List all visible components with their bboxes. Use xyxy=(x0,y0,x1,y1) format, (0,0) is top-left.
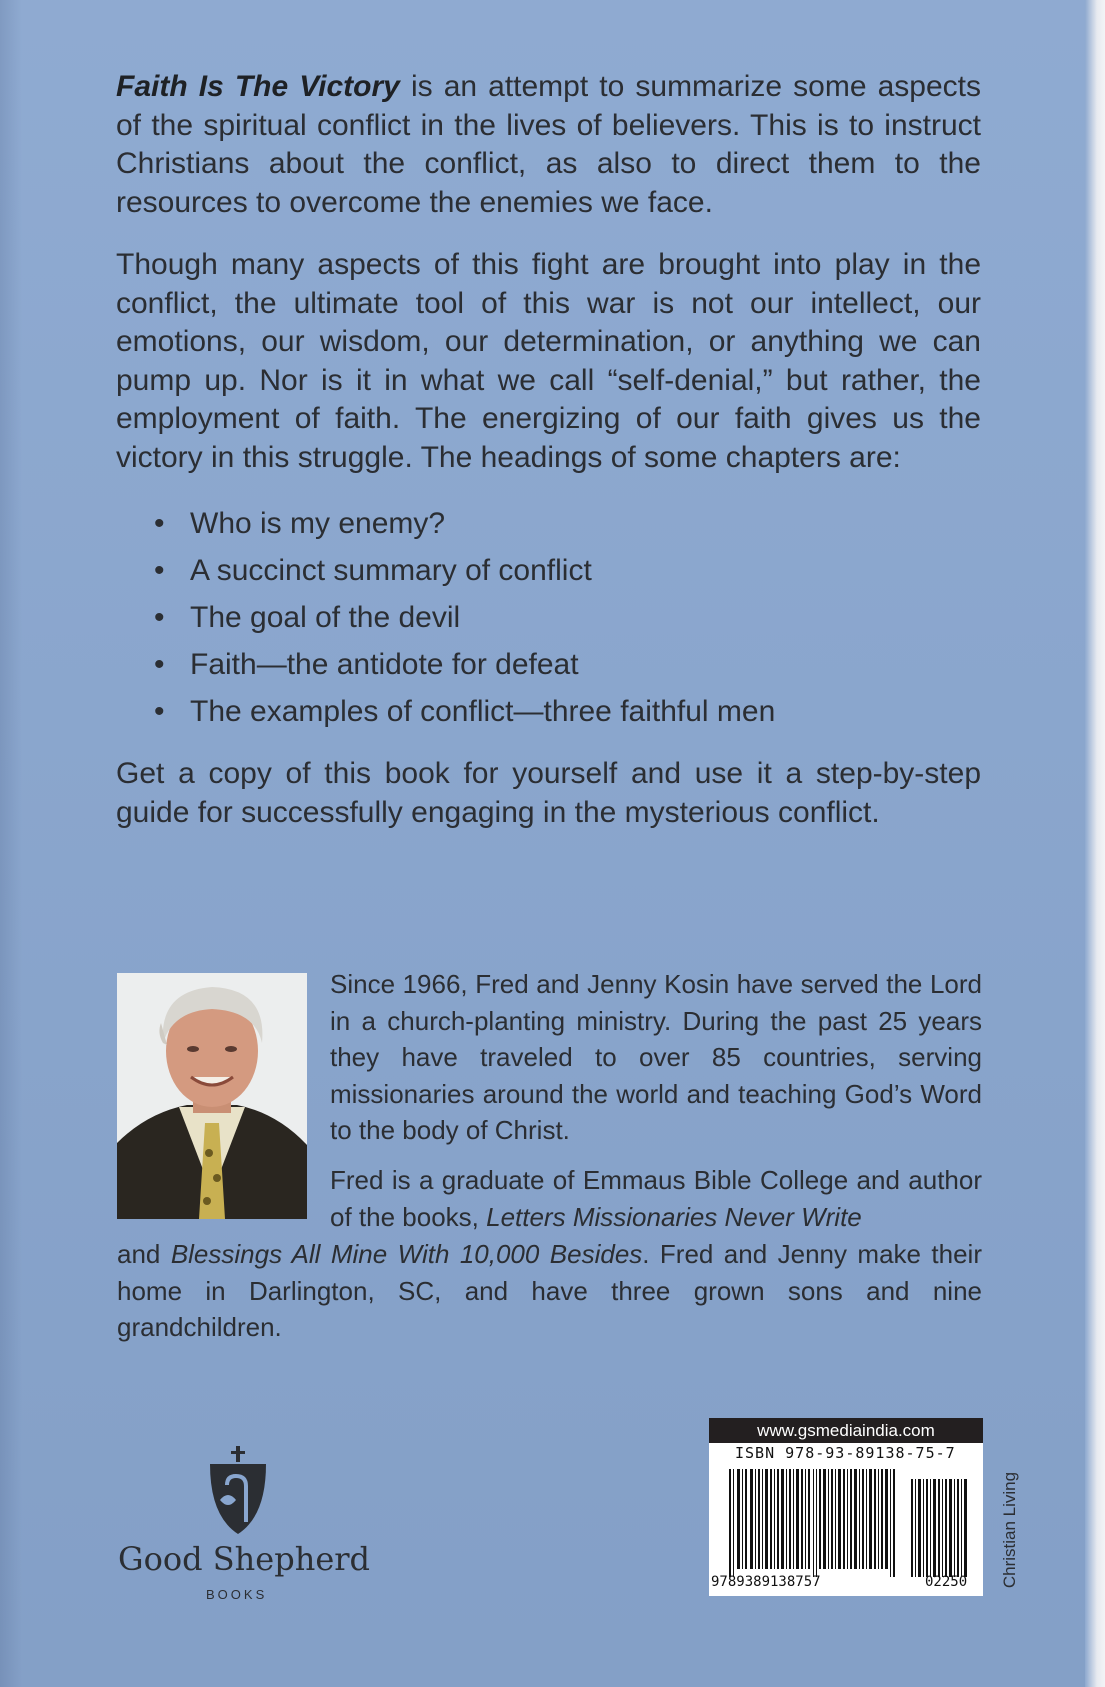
list-item: • Faith—the antidote for defeat xyxy=(150,646,775,693)
isbn-number: ISBN 978-93-89138-75-7 xyxy=(735,1444,956,1462)
author-bio-paragraph-3: and Blessings All Mine With 10,000 Besides. Fred and Jenny make their home in Darlington, SC, and have three grown sons and nine grandchildren. xyxy=(117,1239,982,1342)
publisher-sub: BOOKS xyxy=(206,1587,268,1602)
bullet-icon: • xyxy=(154,601,165,634)
bullet-icon: • xyxy=(154,695,165,728)
list-item: • The goal of the devil xyxy=(150,599,775,646)
call-to-action: Get a copy of this book for yourself and use it a step-by-step guide for successfully engaging in the mysterious conflict. xyxy=(116,757,981,829)
author-bio-paragraph-1: Since 1966, Fred and Jenny Kosin have served the Lord in a church-planting ministry. During the past 25 years they have traveled to over 85 countries, serving missionaries around the world and teaching God’s Word to the body of Christ. xyxy=(330,969,982,1145)
publisher-name: Good Shepherd xyxy=(118,1540,371,1578)
publisher-logo xyxy=(110,1446,370,1606)
list-item: • The examples of conflict—three faithful men xyxy=(150,693,775,740)
shepherd-shield-icon xyxy=(110,1446,370,1546)
author-bio-paragraph-2: Fred is a graduate of Emmaus Bible College and author of the books, Letters Missionaries Never Write xyxy=(330,1165,982,1232)
bullet-icon: • xyxy=(154,554,165,587)
page-edge xyxy=(1085,0,1105,1687)
category-label: Christian Living xyxy=(1000,1471,1019,1589)
publisher-url: www.gsmediaindia.com xyxy=(709,1418,983,1443)
book-title: Faith Is The Victory xyxy=(116,70,400,103)
list-item: • Who is my enemy? xyxy=(150,505,775,552)
bullet-icon: • xyxy=(154,648,165,681)
list-item: • A succinct summary of conflict xyxy=(150,552,775,599)
barcode-number: 9789389138757 xyxy=(711,1574,821,1590)
chapter-list xyxy=(150,505,775,740)
author-photo xyxy=(117,973,307,1219)
intro-text: is an attempt to summarize some aspects of the spiritual conflict in the lives of believers. This is to instruct Christians about the conflict, as also to direct them to the resources to overcome the enemies we face. xyxy=(116,70,981,219)
book-title-1: Letters Missionaries Never Write xyxy=(486,1201,862,1232)
book-title-2: Blessings All Mine With 10,000 Besides xyxy=(170,1239,643,1269)
intro-paragraph xyxy=(116,68,981,222)
description-paragraph: Though many aspects of this fight are brought into play in the conflict, the ultimate tool of this war is not our intellect, our emotions, our wisdom, our determination, or anything we can pump up. Nor is it in what we call “self-denial,” but rather, the employment of faith. The energizing of our faith gives us the victory in this struggle. The headings of some chapters are: xyxy=(116,248,981,474)
bullet-icon: • xyxy=(154,507,165,540)
author-portrait-icon xyxy=(117,973,307,1219)
barcode-addon-number: 02250 xyxy=(925,1574,968,1590)
